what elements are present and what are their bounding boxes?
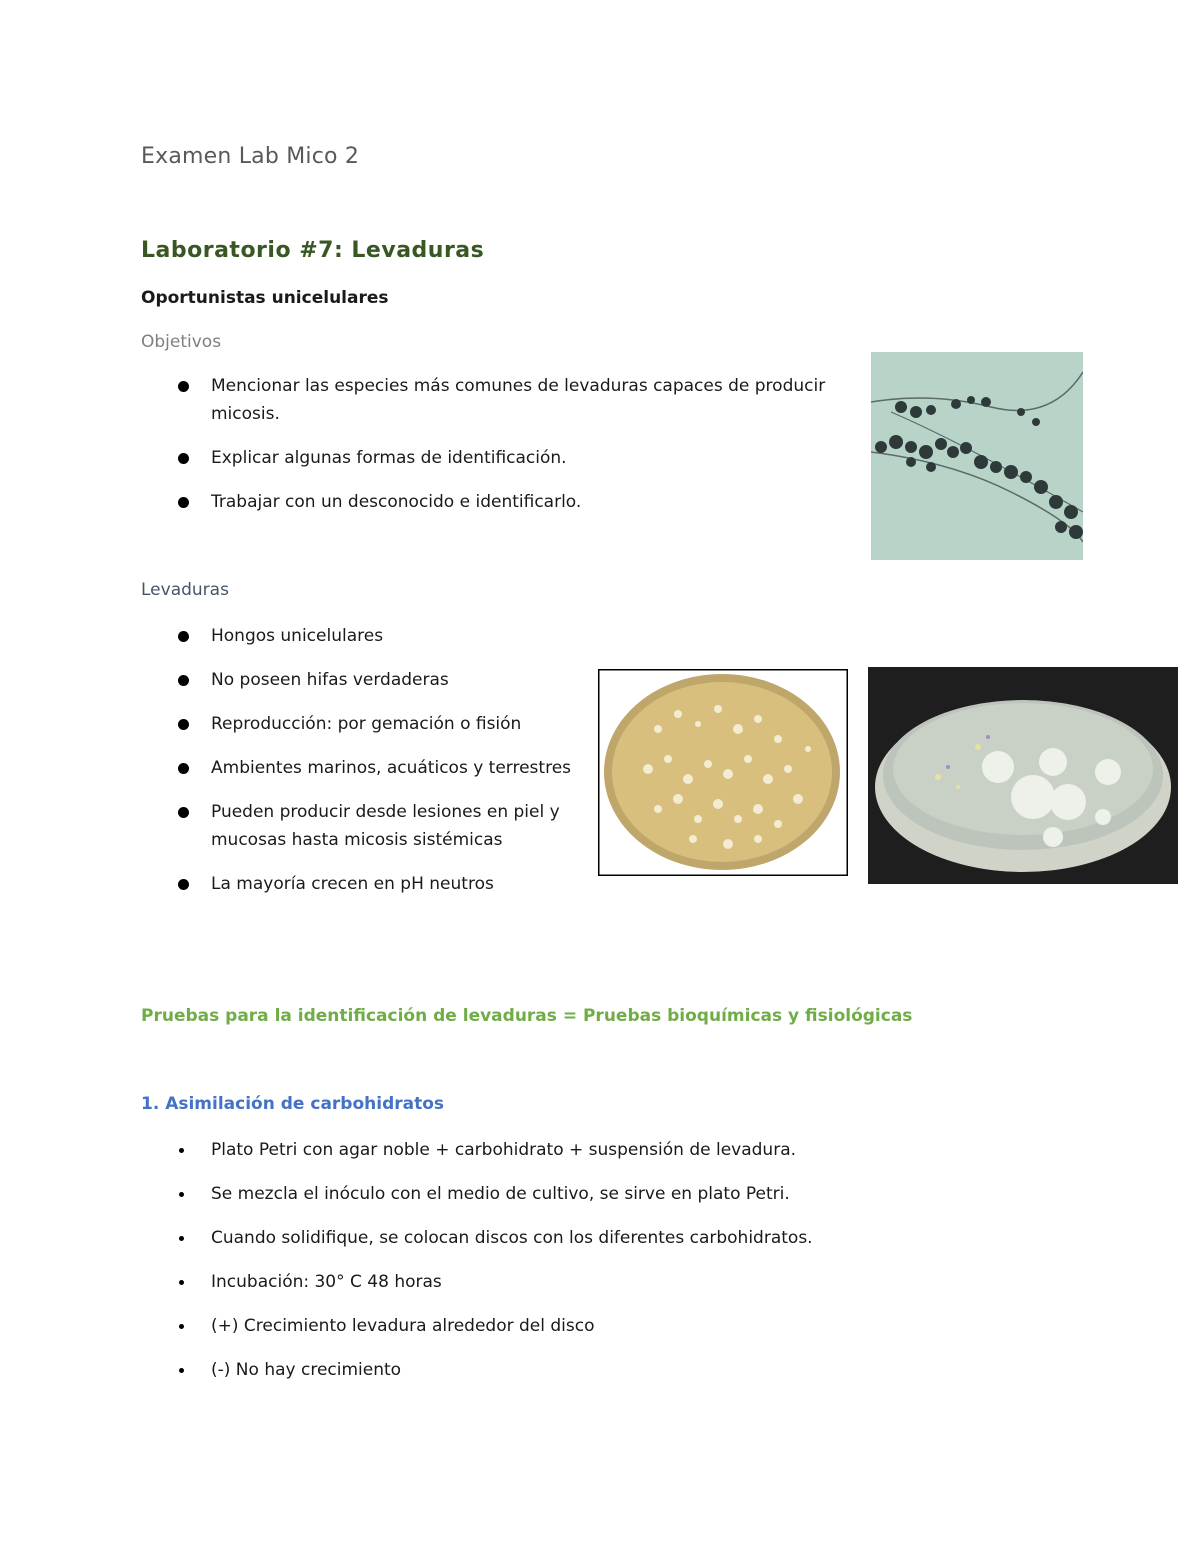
objetivos-heading: Objetivos	[141, 332, 222, 352]
list-item: (-) No hay crecimiento	[176, 1356, 1076, 1384]
list-item: Hongos unicelulares	[176, 622, 586, 650]
bullet-icon	[178, 453, 189, 464]
bullet-icon	[179, 1368, 184, 1373]
bullet-icon	[179, 1324, 184, 1329]
microscopy-image	[871, 352, 1083, 560]
objetivos-list	[176, 372, 856, 532]
list-item: Pueden producir desde lesiones en piel y mucosas hasta micosis sistémicas	[176, 798, 586, 854]
list-item: Mencionar las especies más comunes de levaduras capaces de producir micosis.	[176, 372, 856, 428]
asimilacion-heading: 1. Asimilación de carbohidratos	[141, 1094, 445, 1114]
bullet-icon	[179, 1236, 184, 1241]
list-item: Explicar algunas formas de identificación.	[176, 444, 856, 472]
list-item: Cuando solidifique, se colocan discos con los diferentes carbohidratos.	[176, 1224, 1076, 1252]
list-item: La mayoría crecen en pH neutros	[176, 870, 586, 898]
bullet-icon	[178, 675, 189, 686]
bullet-icon	[178, 497, 189, 508]
asimilacion-list	[176, 1136, 1076, 1400]
petri-dish-colonies-image	[868, 667, 1178, 884]
bullet-icon	[179, 1280, 184, 1285]
list-item: (+) Crecimiento levadura alrededor del disco	[176, 1312, 1076, 1340]
document-title: Examen Lab Mico 2	[141, 144, 360, 169]
bullet-icon	[178, 719, 189, 730]
bullet-icon	[178, 807, 189, 818]
bullet-icon	[178, 631, 189, 642]
bullet-icon	[178, 763, 189, 774]
bullet-icon	[179, 1148, 184, 1153]
subheading: Oportunistas unicelulares	[141, 288, 389, 308]
levaduras-heading: Levaduras	[141, 580, 229, 600]
list-item: No poseen hifas verdaderas	[176, 666, 586, 694]
list-item: Ambientes marinos, acuáticos y terrestres	[176, 754, 586, 782]
lab-heading: Laboratorio #7: Levaduras	[141, 238, 485, 263]
bullet-icon	[179, 1192, 184, 1197]
list-item: Trabajar con un desconocido e identificarlo.	[176, 488, 856, 516]
bullet-icon	[178, 381, 189, 392]
list-item: Reproducción: por gemación o fisión	[176, 710, 586, 738]
list-item: Incubación: 30° C 48 horas	[176, 1268, 1076, 1296]
petri-dish-yellow-image	[598, 669, 848, 876]
list-item: Se mezcla el inóculo con el medio de cultivo, se sirve en plato Petri.	[176, 1180, 1076, 1208]
list-item: Plato Petri con agar noble + carbohidrato + suspensión de levadura.	[176, 1136, 1076, 1164]
pruebas-heading: Pruebas para la identificación de levaduras = Pruebas bioquímicas y fisiológicas	[141, 1006, 913, 1026]
bullet-icon	[178, 879, 189, 890]
levaduras-list	[176, 622, 586, 914]
